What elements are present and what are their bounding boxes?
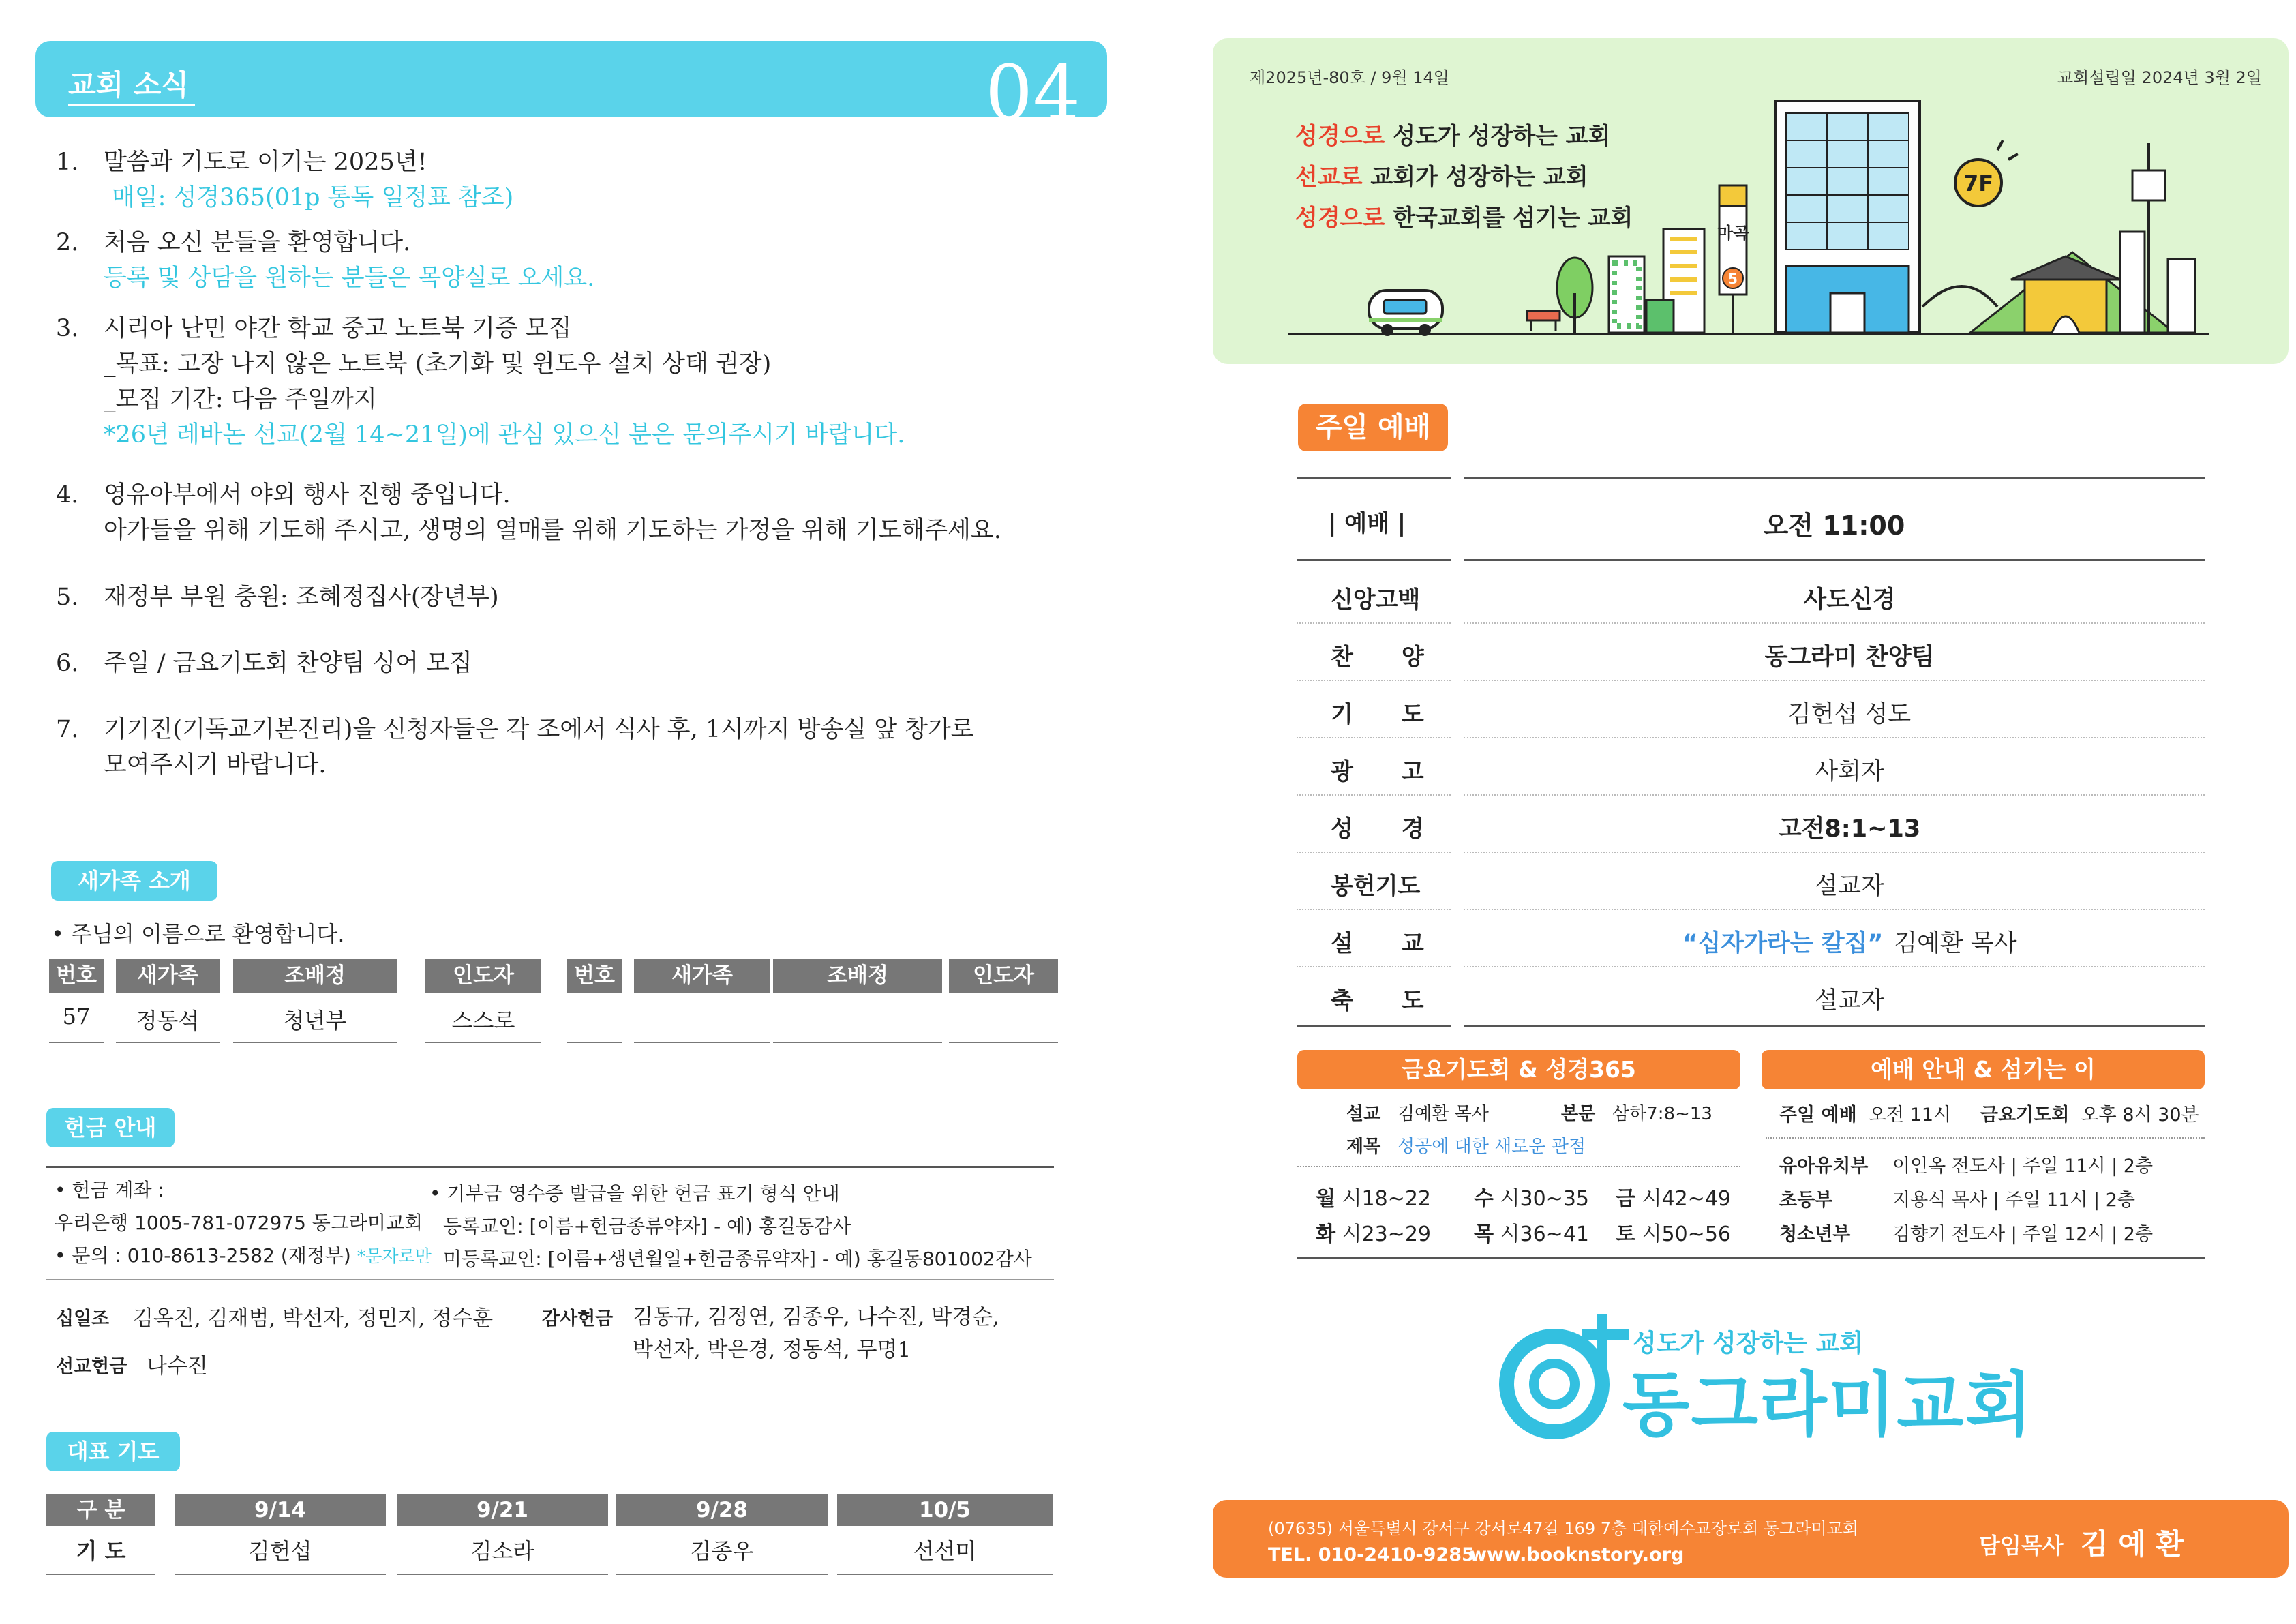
logo-name: 동그라미교회 bbox=[1622, 1365, 2034, 1446]
worship-row bbox=[1297, 680, 2205, 738]
worship-time: 오전 11:00 bbox=[1763, 511, 1905, 541]
bible365-day-label: 토 bbox=[1616, 1222, 1635, 1246]
offering-contact: • 문의 : 010-8613-2582 (재정부) *문자로만 bbox=[55, 1244, 432, 1267]
issue-number: 제2025년-80호 / 9월 14일 bbox=[1250, 68, 1449, 87]
slogan-3: 성경으로 한국교회를 섬기는 교회 bbox=[1295, 205, 1633, 232]
prayer-header-cell: 9/14 bbox=[175, 1494, 386, 1526]
tithe-label: 십일조 bbox=[56, 1308, 110, 1329]
worship-row-text: 설교자 bbox=[1815, 873, 1884, 900]
founded-date: 교회설립일 2024년 3월 2일 bbox=[2057, 68, 2262, 87]
bible365-day-reading: 시42~49 bbox=[1642, 1187, 1731, 1211]
news-item-number: 7. bbox=[56, 716, 79, 743]
worship-row bbox=[1297, 623, 2205, 680]
worship-row-value bbox=[1297, 867, 2205, 901]
worship-row-value bbox=[1297, 638, 2205, 672]
bible365-day-label: 화 bbox=[1316, 1222, 1335, 1246]
worship-row bbox=[1297, 852, 2205, 909]
worship-header-label: | 예배 | bbox=[1328, 510, 1406, 537]
new-family-header-cell: 새가족 bbox=[116, 959, 220, 993]
prayer-cell-rule bbox=[397, 1574, 608, 1575]
logo-tagline: 성도가 성장하는 교회 bbox=[1633, 1329, 1864, 1357]
new-family-cell-rule bbox=[116, 1042, 220, 1043]
friday-text: 본문 삼하7:8~13 bbox=[1561, 1104, 1712, 1124]
news-title-underline bbox=[68, 104, 195, 106]
bible365-day-reading: 시36~41 bbox=[1500, 1222, 1589, 1246]
prayer-cell: 김종우 bbox=[690, 1538, 754, 1564]
footer-address: (07635) 서울특별시 강서구 강서로47길 169 7층 대한예수교장로회 동그라미교회 bbox=[1268, 1519, 1859, 1538]
worship-head-rule-left bbox=[1297, 559, 1451, 561]
worship-row-value bbox=[1297, 982, 2205, 1016]
worship-row-text: 동그라미 찬양팀 bbox=[1764, 644, 1935, 671]
worship-row-text: 사회자 bbox=[1815, 758, 1884, 785]
department-detail: 이인옥 전도사 | 주일 11시 | 2층 bbox=[1892, 1156, 2154, 1177]
news-item-note: *26년 레바논 선교(2월 14~21일)에 관심 있으신 분은 문의주시기 바랍니다. bbox=[104, 421, 905, 449]
receipt-title: • 기부금 영수증 발급을 위한 헌금 표기 형식 안내 bbox=[429, 1182, 840, 1205]
receipt-block bbox=[429, 1177, 1057, 1276]
new-family-cell: 청년부 bbox=[283, 1008, 347, 1034]
offering-mid-rule bbox=[46, 1279, 1054, 1280]
news-item-line: _모집 기간: 다음 주일까지 bbox=[104, 386, 377, 413]
new-family-cell: 정동석 bbox=[136, 1008, 200, 1034]
prayer-cell-rule bbox=[837, 1574, 1053, 1575]
bible365-day bbox=[1616, 1217, 1731, 1247]
bible365-day bbox=[1316, 1182, 1431, 1212]
news-item-number: 1. bbox=[56, 149, 79, 176]
church-building-icon bbox=[1775, 101, 1920, 333]
bible365-day-reading: 시50~56 bbox=[1642, 1222, 1731, 1246]
department-name: 초등부 bbox=[1779, 1190, 1833, 1211]
bible365-day-label: 수 bbox=[1474, 1187, 1494, 1211]
mission-label: 선교헌금 bbox=[56, 1356, 127, 1377]
bible365-day-reading: 시23~29 bbox=[1342, 1222, 1431, 1246]
friday-divider bbox=[1297, 1166, 1740, 1167]
tower-icon bbox=[2120, 143, 2195, 333]
new-family-header-cell: 조배정 bbox=[773, 959, 942, 993]
news-item-number: 4. bbox=[56, 481, 79, 509]
bus-icon bbox=[1369, 290, 1442, 336]
news-item-note: 등록 및 상담을 원하는 분들은 목양실로 오세요. bbox=[104, 265, 595, 292]
worship-row-text: 김헌섭 성도 bbox=[1787, 701, 1912, 728]
new-family-cell: 57 bbox=[62, 1004, 91, 1029]
bible365-day-reading: 시30~35 bbox=[1500, 1187, 1589, 1211]
thanks-names: 김동규, 김정연, 김종우, 나수진, 박경순, 박선자, 박은경, 정동석, 무명1 bbox=[633, 1305, 999, 1362]
receipt-registered: 등록교인: [이름+헌금종류약자] - 예) 홍길동감사 bbox=[443, 1215, 851, 1237]
new-family-cell-rule bbox=[567, 1042, 622, 1043]
prayer-cell: 선선미 bbox=[913, 1538, 977, 1564]
worship-row-label: 신앙고백 bbox=[1331, 586, 1421, 614]
new-family-header-cell: 조배정 bbox=[233, 959, 397, 993]
new-family-title: 새가족 소개 bbox=[51, 861, 217, 901]
worship-row-value bbox=[1297, 753, 2205, 787]
new-family-table bbox=[49, 959, 1058, 1040]
prayer-header-cell: 구 분 bbox=[46, 1494, 155, 1526]
department-name: 유아유치부 bbox=[1779, 1156, 1869, 1177]
new-family-header-cell: 번호 bbox=[49, 959, 104, 993]
news-item-number: 2. bbox=[56, 229, 79, 256]
worship-top-rule-left bbox=[1297, 477, 1451, 479]
small-buildings-icon bbox=[1609, 229, 1704, 333]
friday-sermon: 설교 김예환 목사 bbox=[1346, 1104, 1489, 1124]
bible365-day bbox=[1474, 1217, 1589, 1247]
new-family-cell-rule bbox=[49, 1042, 104, 1043]
department-row bbox=[1779, 1149, 2202, 1184]
prayer-header-cell: 10/5 bbox=[837, 1494, 1053, 1526]
footer-tel: TEL. 010-2410-9285 bbox=[1268, 1544, 1475, 1565]
pastor-label: 담임목사 bbox=[1979, 1533, 2064, 1559]
footer-website[interactable]: www.booknstory.org bbox=[1470, 1544, 1685, 1565]
bible365-day bbox=[1616, 1182, 1731, 1212]
slogan-2: 선교로 교회가 성장하는 교회 bbox=[1295, 164, 1588, 191]
worship-row-text: 김예환 목사 bbox=[1894, 930, 2017, 957]
receipt-unregistered: 미등록교인: [이름+생년월일+헌금종류약자] - 예) 홍길동801002감사 bbox=[443, 1248, 1032, 1270]
bridge-icon bbox=[1922, 286, 1997, 307]
news-item-note: 매일: 성경365(01p 통독 일정표 참조) bbox=[112, 184, 514, 211]
prayer-cell: 김헌섭 bbox=[248, 1538, 312, 1564]
new-family-header-cell: 인도자 bbox=[425, 959, 541, 993]
new-family-cell-rule bbox=[949, 1042, 1058, 1043]
news-item-line: 처음 오신 분들을 환영합니다. bbox=[104, 229, 411, 256]
tree-icon bbox=[1557, 258, 1592, 333]
sunday-service: 주일 예배 오전 11시 bbox=[1779, 1104, 1952, 1126]
prayer-cell-rule bbox=[46, 1574, 155, 1575]
friday-title: 금요기도회 & 성경365 bbox=[1297, 1050, 1740, 1089]
worship-row-text: 설교자 bbox=[1815, 987, 1884, 1014]
bible365-schedule bbox=[1316, 1182, 1738, 1257]
slogan-1: 성경으로 성도가 성장하는 교회 bbox=[1295, 123, 1611, 150]
prayer-cell-rule bbox=[616, 1574, 828, 1575]
offering-title: 헌금 안내 bbox=[46, 1108, 175, 1147]
bible365-day bbox=[1474, 1182, 1589, 1212]
news-item-line: 말씀과 기도로 이기는 2025년! bbox=[104, 149, 427, 176]
prayer-cell: 기 도 bbox=[76, 1538, 126, 1564]
news-item-line: 주일 / 금요기도회 찬양팀 싱어 모집 bbox=[104, 650, 472, 677]
worship-row-text: 고전8:1~13 bbox=[1778, 815, 1921, 843]
account-number: 우리은행 1005-781-072975 동그라미교회 bbox=[55, 1212, 423, 1234]
service-divider bbox=[1766, 1137, 2205, 1139]
news-item-line: _목표: 고장 나지 않은 노트북 (초기화 및 윈도우 설치 상태 권장) bbox=[104, 350, 772, 378]
worship-top-rule-right bbox=[1464, 477, 2205, 479]
worship-row bbox=[1297, 738, 2205, 795]
service-info-title: 예배 안내 & 섬기는 이 bbox=[1762, 1050, 2205, 1089]
info-bottom-rule bbox=[1297, 1257, 2205, 1259]
new-family-cell-rule bbox=[773, 1042, 942, 1043]
city-skyline-illustration bbox=[1288, 95, 2209, 348]
department-name: 청소년부 bbox=[1779, 1224, 1851, 1245]
news-header-bar bbox=[35, 41, 1107, 117]
friday-subject: 제목 성공에 대한 새로운 관점 bbox=[1346, 1137, 1586, 1157]
tithe-names: 김옥진, 김재범, 박선자, 정민지, 정수훈 bbox=[133, 1306, 494, 1331]
subway-sign-icon bbox=[1717, 185, 1749, 333]
department-detail: 지용식 목사 | 주일 11시 | 2층 bbox=[1892, 1190, 2135, 1211]
worship-row-label: 봉헌기도 bbox=[1331, 873, 1421, 900]
worship-row-label: 광 고 bbox=[1331, 758, 1424, 785]
news-item-line: 시리아 난민 야간 학교 중고 노트북 기증 모집 bbox=[104, 315, 572, 342]
news-item-number: 5. bbox=[56, 584, 79, 611]
worship-row-text: 사도신경 bbox=[1803, 586, 1896, 614]
friday-service: 금요기도회 오후 8시 30분 bbox=[1980, 1104, 2199, 1126]
new-family-intro: • 주님의 이름으로 환영합니다. bbox=[51, 921, 345, 947]
worship-title: 주일 예배 bbox=[1298, 404, 1448, 451]
worship-row-label: 설 교 bbox=[1331, 930, 1424, 957]
prayer-cell-rule bbox=[175, 1574, 386, 1575]
worship-row-value bbox=[1297, 810, 2205, 844]
new-family-cell-rule bbox=[634, 1042, 770, 1043]
department-row bbox=[1779, 1218, 2202, 1252]
floor-badge-icon bbox=[1955, 140, 2018, 206]
bench-icon bbox=[1527, 311, 1560, 331]
thanks-label: 감사헌금 bbox=[542, 1308, 614, 1329]
news-item-line: 기기진(기독교기본진리)을 신청자들은 각 조에서 식사 후, 1시까지 방송실 앞 창가로 bbox=[104, 716, 974, 743]
mission-names: 나수진 bbox=[147, 1354, 208, 1379]
worship-bottom-rule-left bbox=[1297, 1025, 1451, 1027]
news-item-line: 재정부 부원 충원: 조혜정집사(장년부) bbox=[104, 584, 499, 611]
page-number: 04 bbox=[985, 49, 1081, 136]
account-label: • 헌금 계좌 : bbox=[55, 1179, 164, 1201]
worship-row-value bbox=[1297, 695, 2205, 730]
news-item-line: 모여주시기 바랍니다. bbox=[104, 751, 327, 779]
worship-row bbox=[1297, 566, 2205, 623]
bible365-day-label: 금 bbox=[1616, 1187, 1635, 1211]
worship-row bbox=[1297, 795, 2205, 852]
news-title: 교회 소식 bbox=[68, 68, 189, 102]
worship-row-value bbox=[1297, 924, 2205, 959]
church-logo-icon bbox=[1493, 1308, 1643, 1444]
svg-text:5: 5 bbox=[1728, 271, 1738, 287]
prayer-title: 대표 기도 bbox=[46, 1432, 180, 1471]
svg-text:마곡: 마곡 bbox=[1717, 224, 1749, 243]
bible365-day-label: 월 bbox=[1316, 1187, 1335, 1211]
new-family-header-cell: 새가족 bbox=[634, 959, 770, 993]
worship-row-label: 기 도 bbox=[1331, 701, 1424, 728]
worship-row bbox=[1297, 967, 2205, 1024]
department-detail: 김향기 전도사 | 주일 12시 | 2층 bbox=[1892, 1224, 2154, 1245]
new-family-cell-rule bbox=[233, 1042, 397, 1043]
worship-row-label: 성 경 bbox=[1331, 815, 1424, 843]
bible365-day-label: 목 bbox=[1474, 1222, 1494, 1246]
worship-row-value bbox=[1297, 581, 2205, 615]
svg-text:7F: 7F bbox=[1963, 170, 1994, 196]
worship-bottom-rule-right bbox=[1464, 1025, 2205, 1027]
pastor-name: 김 예 환 bbox=[2081, 1527, 2184, 1561]
news-item-number: 3. bbox=[56, 315, 79, 342]
worship-row bbox=[1297, 909, 2205, 967]
bible365-day bbox=[1316, 1217, 1431, 1247]
contact-note: *문자로만 bbox=[357, 1246, 432, 1266]
news-item-line: 영유아부에서 야외 행사 진행 중입니다. bbox=[104, 481, 511, 509]
sermon-title: “십자가라는 칼집” bbox=[1682, 930, 1884, 957]
new-family-cell-rule bbox=[425, 1042, 541, 1043]
offering-top-rule bbox=[46, 1166, 1054, 1168]
news-item-number: 6. bbox=[56, 650, 79, 677]
new-family-header-cell: 번호 bbox=[567, 959, 622, 993]
prayer-header-cell: 9/28 bbox=[616, 1494, 828, 1526]
worship-head-rule-right bbox=[1464, 559, 2205, 561]
worship-row-label: 축 도 bbox=[1331, 987, 1424, 1014]
department-row bbox=[1779, 1184, 2202, 1218]
prayer-header-cell: 9/21 bbox=[397, 1494, 608, 1526]
department-list bbox=[1779, 1149, 2202, 1252]
worship-row-label: 찬 양 bbox=[1331, 644, 1424, 671]
offering-account-block bbox=[55, 1174, 436, 1273]
new-family-header-cell: 인도자 bbox=[949, 959, 1058, 993]
new-family-cell: 스스로 bbox=[451, 1008, 515, 1034]
news-list bbox=[56, 145, 1106, 792]
bible365-day-reading: 시18~22 bbox=[1342, 1187, 1431, 1211]
prayer-cell: 김소라 bbox=[470, 1538, 534, 1564]
news-item-line: 아가들을 위해 기도해 주시고, 생명의 열매를 위해 기도하는 가정을 위해 기도해주세요. bbox=[104, 517, 1001, 544]
